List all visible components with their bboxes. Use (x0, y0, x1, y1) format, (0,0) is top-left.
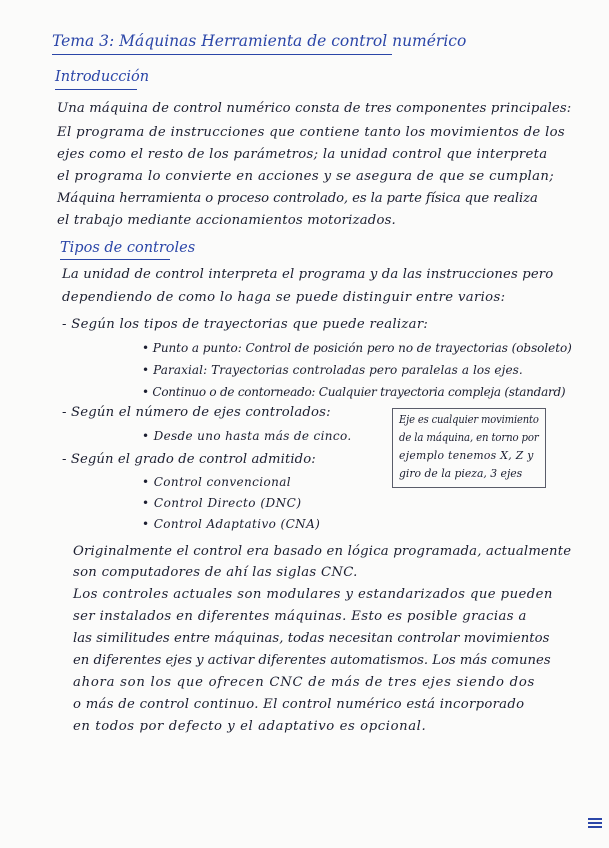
intro-line: Una máquina de control numérico consta de tres componentes principales: (57, 101, 572, 116)
intro-line: El programa de instrucciones que contiene tanto los movimientos de los (57, 125, 566, 140)
closing-line: en todos por defecto y el adaptativo es opcional. (73, 719, 427, 734)
intro-line: el trabajo mediante accionamientos motorizados. (57, 213, 396, 228)
side-note-box (392, 408, 546, 488)
tipos-intro-line: dependiendo de como lo haga se puede distinguir entre varios: (62, 290, 506, 305)
closing-line: las similitudes entre máquinas, todas necesitan controlar movimientos (73, 631, 550, 646)
tipos-bullet-item: • Control convencional (142, 475, 292, 489)
tipos-bullet-item: • Control Directo (DNC) (142, 496, 302, 510)
tipos-group-label: - Según los tipos de trayectorias que puede realizar: (62, 317, 429, 332)
intro-line: el programa lo convierte en acciones y se asegura de que se cumplan; (57, 169, 555, 184)
tipos-bullet-item: • Punto a punto: Control de posición pero no de trayectorias (obsoleto) (142, 341, 572, 355)
closing-line: ahora son los que ofrecen CNC de más de tres ejes siendo dos (73, 675, 536, 690)
page-title: Tema 3: Máquinas Herramienta de control numérico (52, 32, 467, 50)
closing-line: en diferentes ejes y activar diferentes automatismos. Los más comunes (73, 653, 551, 668)
section-heading-intro: Introducción (55, 69, 150, 85)
tipos-bullet-item: • Desde uno hasta más de cinco. (142, 429, 352, 443)
page-mark-icon (588, 818, 602, 830)
tipos-bullet-item: • Paraxial: Trayectorias controladas pero paralelas a los ejes. (142, 363, 523, 377)
tipos-intro-line: La unidad de control interpreta el programa y da las instrucciones pero (62, 267, 554, 282)
closing-line: Originalmente el control era basado en lógica programada, actualmente (73, 544, 572, 559)
tipos-heading-underline (60, 259, 170, 260)
tipos-bullet-item: • Control Adaptativo (CNA) (142, 517, 321, 531)
side-note-line: de la máquina, en torno por (399, 431, 539, 444)
intro-line: Máquina herramienta o proceso controlado, es la parte física que realiza (57, 191, 538, 206)
side-note-line: Eje es cualquier movimiento (399, 413, 539, 426)
section-heading-tipos: Tipos de controles (60, 240, 196, 256)
tipos-group-label: - Según el número de ejes controlados: (62, 405, 331, 420)
title-underline (52, 54, 392, 55)
closing-line: ser instalados en diferentes máquinas. Esto es posible gracias a (73, 609, 527, 624)
intro-line: ejes como el resto de los parámetros; la unidad control que interpreta (57, 147, 548, 162)
tipos-bullet-item: • Continuo o de contorneado: Cualquier trayectoria compleja (standard) (142, 385, 566, 399)
intro-heading-underline (55, 89, 137, 90)
closing-line: son computadores de ahí las siglas CNC. (73, 565, 358, 580)
closing-line: o más de control continuo. El control numérico está incorporado (73, 697, 525, 712)
side-note-line: ejemplo tenemos X, Z y (399, 449, 534, 462)
closing-line: Los controles actuales son modulares y estandarizados que pueden (73, 587, 553, 602)
tipos-group-label: - Según el grado de control admitido: (62, 452, 316, 467)
side-note-line: giro de la pieza, 3 ejes (399, 467, 523, 480)
